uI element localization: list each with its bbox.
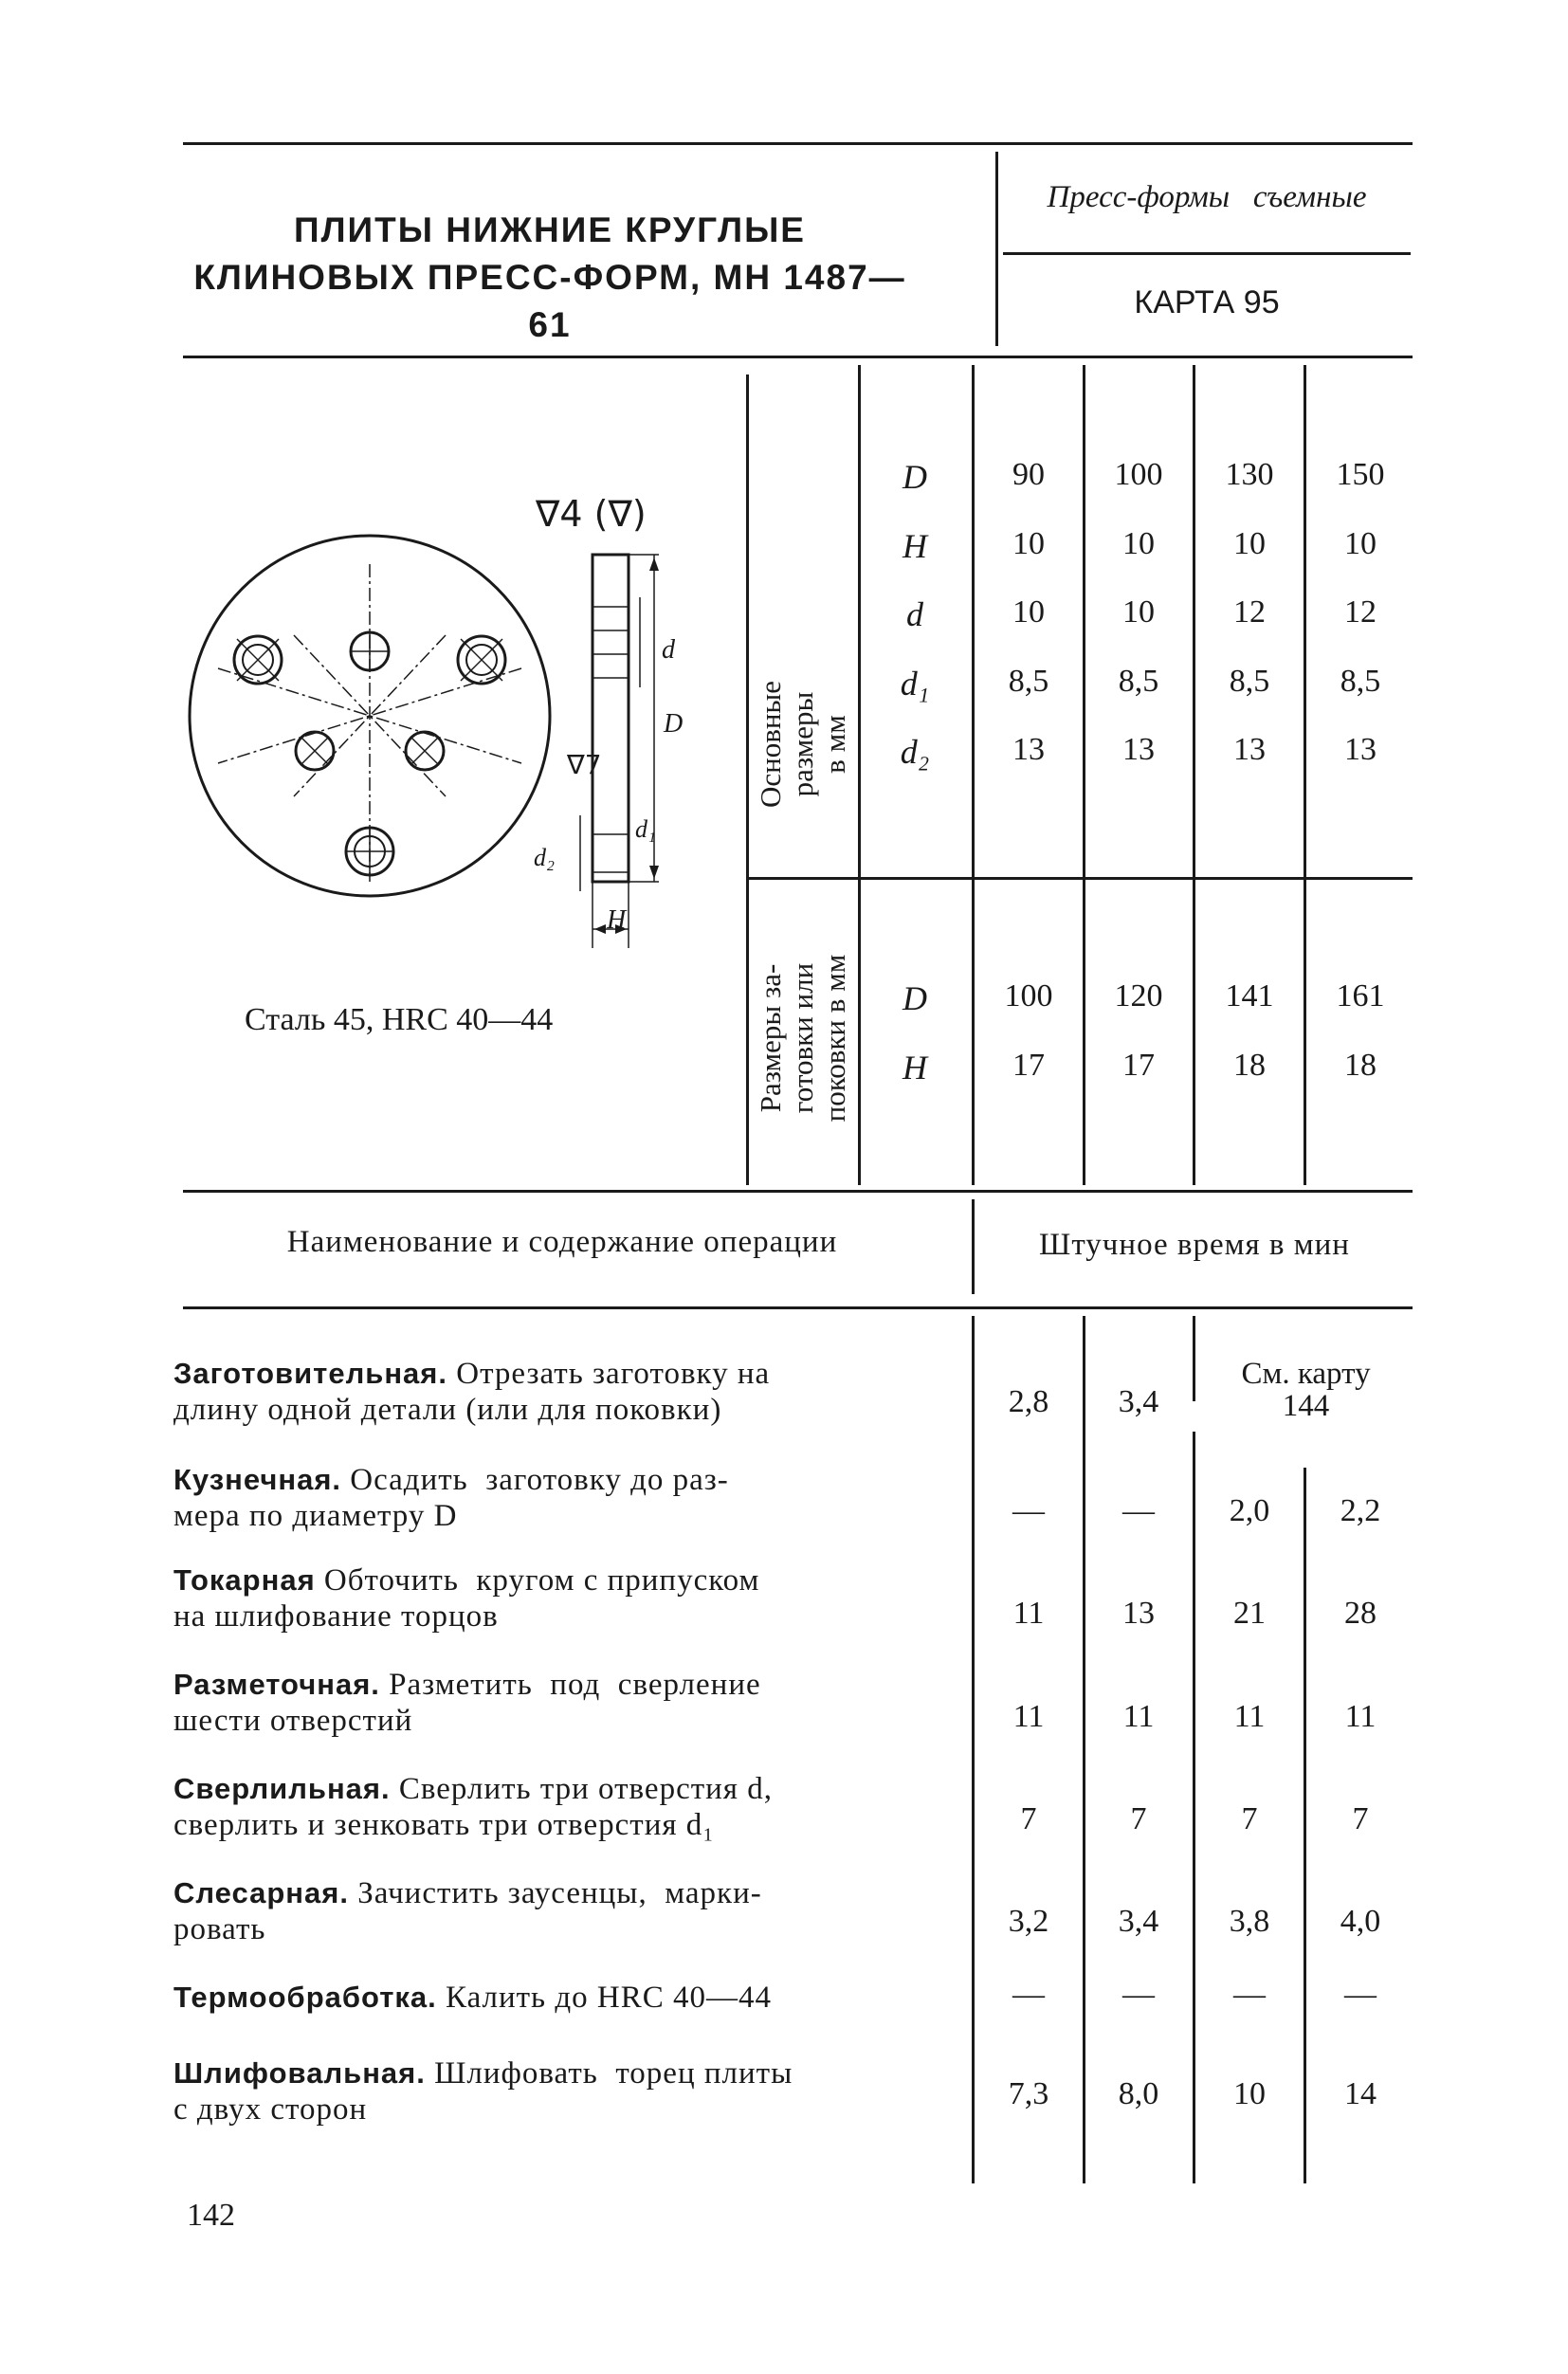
ops-col-4 [1304, 1468, 1306, 2183]
op-time: — [1012, 1493, 1045, 1528]
op-time: — [1012, 1977, 1045, 2012]
surface-finish-mark: ∇4 (∇) [536, 493, 647, 535]
basic-group-line-3: в мм [818, 715, 851, 774]
ops-col-3 [1193, 1432, 1195, 2183]
blank-value: 120 [1114, 978, 1163, 1014]
op-name: Заготовительная. [173, 1357, 447, 1390]
dim-sym: D [903, 458, 927, 496]
cbore-bottom [346, 828, 393, 875]
dims-col-4 [1304, 365, 1306, 1185]
title-line-2: КЛИНОВЫХ ПРЕСС-ФОРМ, МН 1487—61 [193, 258, 906, 344]
dim-value: 10 [1012, 594, 1045, 630]
ops-col-1 [972, 1316, 975, 2183]
op-time: 3,2 [1008, 1904, 1049, 1939]
ops-col-3-top [1193, 1316, 1195, 1401]
op-time: 11 [1122, 1699, 1155, 1734]
basic-dims-group-label [755, 645, 851, 844]
op-time: 10 [1233, 2076, 1266, 2111]
op-time: 8,0 [1118, 2076, 1159, 2111]
basic-group-line-2: размеры [786, 691, 819, 797]
op-time: 11 [1012, 1699, 1045, 1734]
blank-sym: H [903, 1049, 927, 1087]
op-name: Токарная [173, 1563, 316, 1597]
blank-dims-group-label [755, 896, 851, 1180]
op-text-2: сверлить и зенковать три отверстия d₁ [173, 1808, 715, 1842]
ops-col-2 [1083, 1316, 1085, 2183]
operation-row [173, 1771, 894, 1843]
op-time: 28 [1344, 1596, 1377, 1631]
operation-row [173, 2055, 894, 2127]
top-rule [183, 142, 1413, 145]
material-spec: Сталь 45, HRC 40—44 [245, 1002, 554, 1037]
cbore-upper-right [458, 636, 505, 684]
op-text-2: с двух сторон [173, 2092, 368, 2127]
dim-value: 13 [1122, 732, 1155, 767]
op-time: 11 [1233, 1699, 1266, 1734]
op-ref-line-2: 144 [1282, 1389, 1330, 1423]
op-time: 3,4 [1118, 1384, 1159, 1419]
op-time: — [1122, 1977, 1155, 2012]
op-name: Сверлильная. [173, 1772, 391, 1805]
dim-value: 12 [1344, 594, 1377, 630]
page-title [180, 207, 920, 349]
op-text-2: ровать [173, 1912, 266, 1946]
dim-value: 13 [1344, 732, 1377, 767]
dims-col-2 [1083, 365, 1085, 1185]
dim-value: 10 [1233, 526, 1266, 561]
ops-header-divider [972, 1199, 975, 1294]
op-text-2: шести отверстий [173, 1704, 413, 1738]
op-time: 7 [1352, 1801, 1369, 1836]
dim-value: 10 [1122, 594, 1155, 630]
op-text-1: Разметить под сверление [379, 1668, 761, 1702]
label-D: D [664, 709, 684, 739]
blank-value: 18 [1344, 1048, 1377, 1083]
op-time: 7 [1241, 1801, 1258, 1836]
operation-row [173, 1562, 894, 1634]
blank-sym: D [903, 979, 927, 1017]
blank-value: 18 [1233, 1048, 1266, 1083]
grade-mark: ∇7 [567, 749, 602, 780]
plate-drawing [180, 474, 739, 958]
op-time: 11 [1344, 1699, 1377, 1734]
blank-value: 161 [1336, 978, 1385, 1014]
dim-value: 10 [1344, 526, 1377, 561]
dim-value: 150 [1336, 457, 1385, 492]
op-time: 2,0 [1229, 1493, 1270, 1528]
ops-header-name: Наименование и содержание операции [286, 1225, 838, 1259]
dim-value: 8,5 [1008, 664, 1049, 699]
op-name: Термообработка. [173, 1981, 437, 2014]
ops-header-time: Штучное время в мин [1039, 1228, 1350, 1262]
hole-left [296, 732, 334, 770]
op-time: 2,8 [1008, 1384, 1049, 1419]
dims-bottom-rule [183, 1190, 1413, 1193]
op-time: 14 [1344, 2076, 1377, 2111]
label-H: H [607, 905, 627, 935]
label-d1: d₁ [635, 815, 657, 843]
operation-row [173, 1980, 894, 2016]
ops-header-bottom-rule [183, 1306, 1413, 1309]
op-text-1: Калить до HRC 40—44 [436, 1981, 773, 2015]
card-number: КАРТА 95 [1134, 284, 1280, 320]
blank-group-line-2: готовки или [786, 962, 819, 1114]
op-time: — [1233, 1977, 1266, 2012]
operation-row [173, 1356, 894, 1428]
dim-value: 100 [1114, 457, 1163, 492]
op-text-1: Зачистить заусенцы, марки- [348, 1876, 762, 1910]
dims-col-1 [972, 365, 975, 1185]
category-label: Пресс-формы съемные [1047, 180, 1367, 214]
op-ref-line-1: См. карту [1241, 1357, 1371, 1391]
dim-value: 90 [1012, 457, 1045, 492]
operation-row [173, 1667, 894, 1739]
dim-sym: d₁ [900, 665, 930, 703]
op-time: 21 [1233, 1596, 1266, 1631]
op-time: 2,2 [1340, 1493, 1381, 1528]
op-text-1: Сверлить три отверстия d, [390, 1772, 773, 1806]
op-time: — [1344, 1977, 1377, 2012]
op-time: 7 [1130, 1801, 1147, 1836]
header-bottom-rule [183, 356, 1413, 358]
dim-value: 8,5 [1118, 664, 1159, 699]
op-time: 4,0 [1340, 1904, 1381, 1939]
blank-value: 141 [1225, 978, 1274, 1014]
dims-group-divider [746, 877, 1413, 880]
operation-row [173, 1875, 894, 1947]
dims-col-3 [1193, 365, 1195, 1185]
dim-value: 12 [1233, 594, 1266, 630]
dim-sym: d₂ [900, 733, 930, 771]
hole-right [406, 732, 444, 770]
op-name: Разметочная. [173, 1668, 380, 1701]
blank-group-line-1: Размеры за- [754, 963, 787, 1113]
label-d2: d₂ [534, 844, 556, 871]
dim-value: 10 [1012, 526, 1045, 561]
op-card-reference [1199, 1358, 1413, 1422]
label-d: d [662, 635, 675, 665]
op-text-1: Отрезать заготовку на [447, 1357, 771, 1391]
operation-row [173, 1462, 894, 1534]
op-time: — [1122, 1493, 1155, 1528]
basic-group-line-1: Основные [754, 680, 787, 809]
title-line-1: ПЛИТЫ НИЖНИЕ КРУГЛЫЕ [294, 210, 806, 249]
blank-value: 17 [1122, 1048, 1155, 1083]
op-text-1: Шлифовать торец плиты [425, 2056, 793, 2091]
dim-sym: H [903, 527, 927, 565]
op-time: 11 [1012, 1596, 1045, 1631]
op-time: 3,4 [1118, 1904, 1159, 1939]
dim-value: 13 [1012, 732, 1045, 767]
op-time: 7,3 [1008, 2076, 1049, 2111]
blank-group-line-3: поковки в мм [818, 954, 851, 1123]
op-name: Слесарная. [173, 1876, 349, 1909]
dim-sym: d [906, 595, 923, 633]
dim-value: 8,5 [1229, 664, 1270, 699]
blank-value: 100 [1004, 978, 1053, 1014]
header-divider [995, 152, 998, 346]
op-name: Кузнечная. [173, 1463, 342, 1496]
header-subrule [1003, 252, 1411, 255]
blank-value: 17 [1012, 1048, 1045, 1083]
op-text-2: длину одной детали (или для поковки) [173, 1393, 722, 1427]
hole-top [351, 632, 389, 670]
dims-left-border [746, 374, 749, 1185]
page-number: 142 [187, 2198, 235, 2233]
dim-value: 10 [1122, 526, 1155, 561]
op-text-2: мера по диаметру D [173, 1499, 458, 1533]
op-text-1: Осадить заготовку до раз- [341, 1463, 729, 1497]
cbore-upper-left [234, 636, 282, 684]
side-section [593, 555, 629, 882]
dim-value: 8,5 [1340, 664, 1381, 699]
op-time: 7 [1020, 1801, 1037, 1836]
op-text-1: Обточить кругом с припуском [315, 1563, 760, 1598]
op-time: 13 [1122, 1596, 1155, 1631]
dim-value: 130 [1225, 457, 1274, 492]
dim-value: 13 [1233, 732, 1266, 767]
op-time: 3,8 [1229, 1904, 1270, 1939]
op-name: Шлифовальная. [173, 2056, 426, 2090]
dims-col-sym [858, 365, 861, 1185]
op-text-2: на шлифование торцов [173, 1599, 499, 1634]
